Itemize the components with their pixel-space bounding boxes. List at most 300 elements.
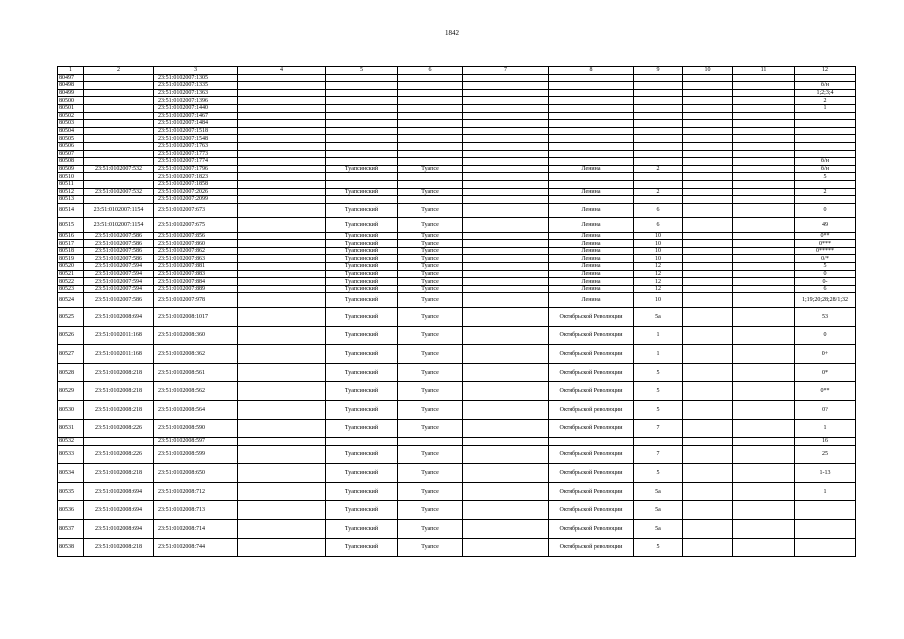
table-cell: 2 <box>795 188 856 196</box>
table-cell: Туапсинский <box>326 218 398 233</box>
table-cell <box>733 127 795 135</box>
table-cell <box>733 326 795 345</box>
table-cell <box>549 112 634 120</box>
table-cell: 2 <box>795 97 856 105</box>
table-cell: Октябрьской Революции <box>549 482 634 501</box>
table-cell <box>733 232 795 240</box>
table-cell: Туапсинский <box>326 270 398 278</box>
table-cell <box>238 218 326 233</box>
table-cell: 23:51:0102008:226 <box>84 445 154 464</box>
table-cell <box>326 89 398 97</box>
table-cell <box>326 142 398 150</box>
table-cell: Ленина <box>549 203 634 218</box>
table-cell <box>463 158 549 166</box>
column-header: 6 <box>398 67 463 75</box>
column-header: 2 <box>84 67 154 75</box>
table-cell: Туапсе <box>398 247 463 255</box>
table-cell: Ленина <box>549 188 634 196</box>
table-cell: 23:51:0102007:884 <box>154 278 238 286</box>
table-cell <box>683 82 733 90</box>
table-cell <box>683 438 733 446</box>
table-cell <box>463 520 549 539</box>
table-cell <box>463 382 549 401</box>
table-cell: 80532 <box>58 438 84 446</box>
table-cell <box>84 82 154 90</box>
column-header: 3 <box>154 67 238 75</box>
table-cell <box>238 89 326 97</box>
table-cell: 80508 <box>58 158 84 166</box>
table-row <box>58 158 856 166</box>
table-cell: Туапсинский <box>326 263 398 271</box>
table-cell <box>683 363 733 382</box>
table-cell: 23:51:0102007:673 <box>154 203 238 218</box>
table-cell: Туапсинский <box>326 240 398 248</box>
table-cell <box>683 97 733 105</box>
table-cell <box>238 538 326 557</box>
table-cell <box>463 255 549 263</box>
table-cell <box>634 120 683 128</box>
table-cell <box>733 240 795 248</box>
table-cell <box>733 307 795 326</box>
table-cell: 23:51:0102008:714 <box>154 520 238 539</box>
table-cell <box>326 135 398 143</box>
table-cell <box>634 112 683 120</box>
table-cell: 23:51:0102007:1335 <box>154 82 238 90</box>
table-cell: 23:51:0102007:863 <box>154 255 238 263</box>
table-cell <box>634 89 683 97</box>
table-cell <box>463 232 549 240</box>
table-cell: 80505 <box>58 135 84 143</box>
column-header: 1 <box>58 67 84 75</box>
table-cell <box>634 158 683 166</box>
table-cell <box>795 180 856 188</box>
table-cell <box>238 326 326 345</box>
table-cell: Туапсинский <box>326 307 398 326</box>
table-cell <box>238 150 326 158</box>
table-cell: Туапсе <box>398 482 463 501</box>
table-cell: 5 <box>795 263 856 271</box>
table-cell: 80531 <box>58 419 84 438</box>
table-cell: 23:51:0102008:597 <box>154 438 238 446</box>
table-cell: 23:51:0102007:594 <box>84 270 154 278</box>
table-cell <box>683 74 733 82</box>
table-cell: Ленина <box>549 285 634 293</box>
table-cell: 80514 <box>58 203 84 218</box>
table-cell <box>683 218 733 233</box>
table-cell <box>733 247 795 255</box>
table-cell: 1;2;3;4 <box>795 89 856 97</box>
table-cell <box>733 196 795 204</box>
table-row <box>58 112 856 120</box>
table-cell: Туапсе <box>398 400 463 419</box>
table-cell <box>683 538 733 557</box>
table-cell: Туапсе <box>398 270 463 278</box>
table-cell: Ленина <box>549 293 634 308</box>
table-cell: 10 <box>634 255 683 263</box>
table-cell <box>238 180 326 188</box>
table-cell: 12 <box>634 263 683 271</box>
table-cell: Туапсе <box>398 263 463 271</box>
table-cell <box>733 345 795 364</box>
table-cell: 80534 <box>58 464 84 483</box>
table-cell <box>634 97 683 105</box>
table-cell <box>733 82 795 90</box>
table-cell <box>463 240 549 248</box>
table-cell <box>398 196 463 204</box>
table-cell <box>795 520 856 539</box>
table-cell: 23:51:0102011:168 <box>84 326 154 345</box>
table-cell: Ленина <box>549 270 634 278</box>
table-cell: 6 <box>795 285 856 293</box>
table-cell <box>683 400 733 419</box>
table-cell: 23:51:0102007:1773 <box>154 150 238 158</box>
table-cell: 80517 <box>58 240 84 248</box>
table-cell <box>463 196 549 204</box>
table-cell: 80500 <box>58 97 84 105</box>
table-cell <box>238 203 326 218</box>
table-cell <box>238 278 326 286</box>
table-cell: 23:51:0102007:1467 <box>154 112 238 120</box>
table-cell: 23:51:0102007:594 <box>84 278 154 286</box>
table-cell: 80521 <box>58 270 84 278</box>
table-cell: Туапсе <box>398 345 463 364</box>
table-cell: 80535 <box>58 482 84 501</box>
table-cell: 23:51:0102007:1363 <box>154 89 238 97</box>
table-cell <box>733 263 795 271</box>
table-cell: 23:51:0102008:218 <box>84 363 154 382</box>
table-cell: Октябрьской революции <box>549 400 634 419</box>
table-cell <box>463 438 549 446</box>
table-cell: 80518 <box>58 247 84 255</box>
table-cell <box>463 142 549 150</box>
table-cell: Туапсе <box>398 501 463 520</box>
table-row <box>58 400 856 419</box>
table-cell <box>733 97 795 105</box>
table-cell <box>463 363 549 382</box>
table-cell <box>549 180 634 188</box>
table-cell: Октябрьской Революции <box>549 501 634 520</box>
table-cell <box>398 97 463 105</box>
table-cell <box>398 74 463 82</box>
table-cell: 1 <box>795 482 856 501</box>
table-cell <box>238 464 326 483</box>
table-cell: 1 <box>634 326 683 345</box>
table-cell <box>238 120 326 128</box>
table-row <box>58 240 856 248</box>
table-cell <box>463 482 549 501</box>
table-cell <box>326 74 398 82</box>
table-cell <box>326 120 398 128</box>
column-header: 7 <box>463 67 549 75</box>
table-cell: 80536 <box>58 501 84 520</box>
table-row <box>58 438 856 446</box>
table-cell: 10 <box>634 232 683 240</box>
table-cell: 80507 <box>58 150 84 158</box>
table-cell <box>398 158 463 166</box>
table-cell: 23:51:0102007:2026 <box>154 188 238 196</box>
table-cell: Туапсе <box>398 538 463 557</box>
table-cell <box>683 464 733 483</box>
table-cell: Октябрьской Революции <box>549 520 634 539</box>
table-cell <box>683 173 733 181</box>
table-cell <box>733 382 795 401</box>
table-row <box>58 165 856 173</box>
table-cell <box>549 74 634 82</box>
table-cell: Октябрьской Революции <box>549 345 634 364</box>
table-cell <box>733 180 795 188</box>
table-cell <box>683 188 733 196</box>
table-cell <box>326 180 398 188</box>
column-header: 5 <box>326 67 398 75</box>
table-cell <box>733 203 795 218</box>
table-cell <box>326 97 398 105</box>
table-cell: Октябрьской Революции <box>549 445 634 464</box>
table-cell <box>634 127 683 135</box>
table-cell: 80506 <box>58 142 84 150</box>
table-cell <box>238 82 326 90</box>
table-cell <box>463 112 549 120</box>
table-cell <box>683 382 733 401</box>
table-cell <box>795 142 856 150</box>
table-cell: 23:51:0102008:694 <box>84 482 154 501</box>
table-cell <box>549 150 634 158</box>
table-row <box>58 255 856 263</box>
table-cell <box>549 173 634 181</box>
table-row <box>58 464 856 483</box>
table-row <box>58 104 856 112</box>
table-cell <box>634 104 683 112</box>
table-cell: Туапсе <box>398 464 463 483</box>
table-cell: 23:51:0102007:889 <box>154 285 238 293</box>
table-cell: 80519 <box>58 255 84 263</box>
table-cell: Туапсинский <box>326 247 398 255</box>
table-cell: Туапсе <box>398 382 463 401</box>
table-cell <box>733 120 795 128</box>
table-cell <box>733 89 795 97</box>
table-cell <box>683 158 733 166</box>
table-cell <box>683 142 733 150</box>
table-cell <box>634 173 683 181</box>
table-cell <box>549 104 634 112</box>
table-cell: 5а <box>634 482 683 501</box>
table-cell <box>733 278 795 286</box>
table-cell: Ленина <box>549 255 634 263</box>
table-cell <box>463 180 549 188</box>
table-cell <box>683 501 733 520</box>
table-row <box>58 247 856 255</box>
table-cell: 23:51:0102008:694 <box>84 307 154 326</box>
table-cell: 5 <box>634 538 683 557</box>
table-cell: 23:51:0102007:586 <box>84 232 154 240</box>
table-cell: Октябрьской Революции <box>549 419 634 438</box>
table-cell <box>634 82 683 90</box>
table-cell: 80501 <box>58 104 84 112</box>
table-cell <box>634 74 683 82</box>
table-cell: Туапсинский <box>326 538 398 557</box>
column-header: 9 <box>634 67 683 75</box>
table-cell <box>238 247 326 255</box>
table-cell <box>238 482 326 501</box>
table-row <box>58 501 856 520</box>
table-row <box>58 270 856 278</box>
table-cell <box>549 158 634 166</box>
table-cell: 10 <box>634 293 683 308</box>
table-cell: б/н <box>795 165 856 173</box>
table-cell <box>238 363 326 382</box>
table-cell <box>463 82 549 90</box>
table-cell: 80520 <box>58 263 84 271</box>
table-cell <box>238 158 326 166</box>
table-cell: Туапсинский <box>326 464 398 483</box>
table-row <box>58 285 856 293</box>
table-cell: 23:51:0102007:586 <box>84 293 154 308</box>
table-cell <box>683 112 733 120</box>
table-cell <box>238 97 326 105</box>
table-cell <box>463 188 549 196</box>
table-cell <box>398 127 463 135</box>
table-cell: 1;19;20;28;28/1;32 <box>795 293 856 308</box>
table-cell <box>683 135 733 143</box>
table-cell: 80537 <box>58 520 84 539</box>
table-row <box>58 293 856 308</box>
table-cell: 6 <box>634 203 683 218</box>
table-cell <box>795 196 856 204</box>
table-cell: 80515 <box>58 218 84 233</box>
header-row <box>58 67 856 75</box>
table-cell: 1 <box>795 419 856 438</box>
table-cell: Туапсе <box>398 165 463 173</box>
table-cell <box>398 150 463 158</box>
table-cell <box>683 247 733 255</box>
table-cell <box>683 293 733 308</box>
table-cell: 23:51:0102007:1440 <box>154 104 238 112</box>
table-cell <box>733 165 795 173</box>
table-cell: Туапсинский <box>326 445 398 464</box>
table-cell: 2 <box>634 188 683 196</box>
table-cell: 80502 <box>58 112 84 120</box>
table-cell: Туапсинский <box>326 482 398 501</box>
table-cell <box>733 293 795 308</box>
table-cell: Туапсинский <box>326 278 398 286</box>
table-cell <box>683 263 733 271</box>
table-cell: 0 <box>795 270 856 278</box>
table-cell <box>84 196 154 204</box>
table-cell: Ленина <box>549 218 634 233</box>
table-cell: 2 <box>634 165 683 173</box>
table-cell <box>238 112 326 120</box>
table-cell <box>463 127 549 135</box>
table-cell <box>463 326 549 345</box>
table-cell: 80512 <box>58 188 84 196</box>
table-cell <box>463 135 549 143</box>
table-cell: 80510 <box>58 173 84 181</box>
table-row <box>58 180 856 188</box>
table-cell: 80503 <box>58 120 84 128</box>
table-cell <box>84 127 154 135</box>
table-cell <box>238 104 326 112</box>
table-cell <box>634 142 683 150</box>
table-cell <box>683 232 733 240</box>
table-cell <box>683 482 733 501</box>
table-cell <box>398 82 463 90</box>
table-row <box>58 482 856 501</box>
table-row <box>58 445 856 464</box>
table-cell <box>398 438 463 446</box>
table-cell <box>326 173 398 181</box>
table-row <box>58 520 856 539</box>
table-cell: 23:51:0102008:650 <box>154 464 238 483</box>
table-row <box>58 232 856 240</box>
table-cell: 16 <box>795 438 856 446</box>
table-cell: Туапсинский <box>326 400 398 419</box>
table-cell: Туапсе <box>398 240 463 248</box>
table-cell <box>733 142 795 150</box>
table-cell: 5 <box>634 400 683 419</box>
table-cell <box>683 240 733 248</box>
table-cell: 5 <box>634 382 683 401</box>
table-cell: 23:51:0102008:712 <box>154 482 238 501</box>
table-cell <box>238 445 326 464</box>
table-cell <box>733 158 795 166</box>
table-cell <box>795 127 856 135</box>
table-cell <box>733 285 795 293</box>
table-cell <box>683 345 733 364</box>
table-row <box>58 278 856 286</box>
table-row <box>58 150 856 158</box>
table-cell <box>463 285 549 293</box>
table-cell <box>84 89 154 97</box>
table-cell <box>84 150 154 158</box>
table-cell: Туапсинский <box>326 501 398 520</box>
table-cell <box>634 150 683 158</box>
table-cell <box>549 97 634 105</box>
table-cell <box>683 419 733 438</box>
table-cell <box>795 538 856 557</box>
table-cell: 23:51:0102008:362 <box>154 345 238 364</box>
table-cell <box>733 400 795 419</box>
table-cell <box>683 520 733 539</box>
table-cell <box>84 74 154 82</box>
table-cell: 23:51:0102007:1518 <box>154 127 238 135</box>
table-cell: 0* <box>795 363 856 382</box>
table-cell <box>84 135 154 143</box>
table-cell <box>733 464 795 483</box>
table-cell <box>549 142 634 150</box>
table-cell: 23:51:0102007:860 <box>154 240 238 248</box>
table-cell: 0***** <box>795 247 856 255</box>
table-cell: 0 <box>795 203 856 218</box>
table-cell: Туапсинский <box>326 419 398 438</box>
table-cell: Туапсе <box>398 307 463 326</box>
table-cell: Октябрьской революции <box>549 538 634 557</box>
table-cell <box>463 445 549 464</box>
table-row <box>58 188 856 196</box>
table-cell: 80497 <box>58 74 84 82</box>
table-cell: 10 <box>634 240 683 248</box>
table-cell: 23:51:0102007:1774 <box>154 158 238 166</box>
table-cell <box>733 270 795 278</box>
table-cell: 23:51:0102008:590 <box>154 419 238 438</box>
table-cell <box>795 150 856 158</box>
table-cell: Туапсе <box>398 232 463 240</box>
table-cell <box>463 501 549 520</box>
table-cell: 23:51:0102011:168 <box>84 345 154 364</box>
table-cell: 23:51:0102008:226 <box>84 419 154 438</box>
table-cell <box>238 307 326 326</box>
table-cell: Туапсинский <box>326 232 398 240</box>
table-cell: 23:51:0102007:532 <box>84 165 154 173</box>
column-header: 4 <box>238 67 326 75</box>
